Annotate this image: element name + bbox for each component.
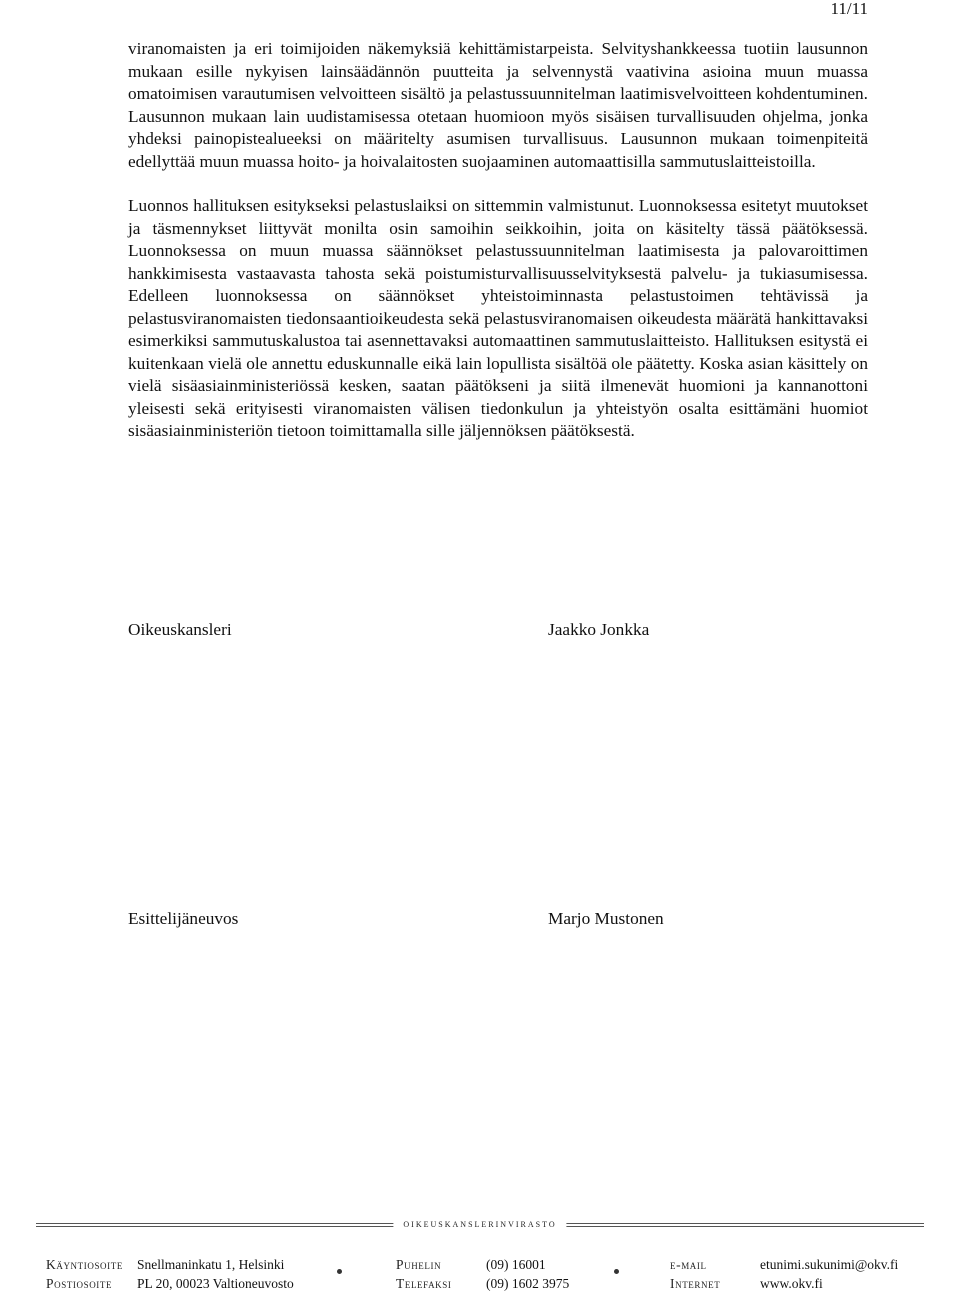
agency-name: oikeuskanslerinvirasto — [393, 1214, 566, 1234]
phone-number: (09) 16001 — [486, 1257, 546, 1272]
signer-role: Oikeuskansleri — [128, 620, 232, 639]
signer-name: Marjo Mustonen — [548, 909, 664, 928]
email-label: e-mail — [670, 1257, 707, 1272]
fax-label: Telefaksi — [396, 1276, 452, 1291]
phone-values — [486, 1255, 569, 1293]
website-link[interactable]: www.okv.fi — [760, 1276, 823, 1291]
visit-address: Snellmaninkatu 1, Helsinki — [137, 1257, 285, 1272]
paragraph: Luonnos hallituksen esitykseksi pelastuslaiksi on sittemmin valmistunut. Luonnoksessa esitetyt muutokset ja täsmennykset liittyvät monilta osin samoihin seikkoihin, joita on käsitelty tässä päätöksessä. Luonnoksessa on muun muassa säännökset pelastussuunnitelman laatimisesta ja palovaroittimen hankkimisesta vastaavasta tahosta sekä poistumisturvallisuusselvityksestä palvelu- ja tukiasumisessa. Edelleen luonnoksessa on säännökset yhteistoiminnasta pelastustoimen tehtävissä ja pelastusviranomaisten tiedonsaantioikeudesta sekä pelastusviranomaisen oikeudesta määrätä hankittavaksi esimerkiksi sammutuskalustoa tai asennettavaksi automaattinen sammutuslaitteisto. Hallituksen esitystä ei kuitenkaan vielä ole annettu eduskunnalle eikä lain lopullista sisältöä ole päätetty. Koska asian käsittely on vielä sisäasiainministeriössä kesken, saatan päätökseni ja siitä ilmenevät huomioni ja kannanottoni yleisesti sekä erityisesti viranomaisten välisen tiedonkulun ja yhteistyön osalta esittämäni huomiot sisäasiainministeriön tietoon toimittamalla sille jäljennöksen päätöksestä. — [128, 196, 868, 440]
visit-address-label: Käyntiosoite — [46, 1257, 123, 1272]
postal-address-label: Postiosoite — [46, 1276, 113, 1291]
contact-labels — [670, 1255, 720, 1293]
internet-label: Internet — [670, 1276, 721, 1291]
address-values — [137, 1255, 294, 1293]
bullet-icon — [337, 1269, 342, 1274]
bullet-icon — [614, 1269, 619, 1274]
signer-role: Esittelijäneuvos — [128, 909, 239, 928]
phone-label: Puhelin — [396, 1257, 442, 1272]
contact-values — [760, 1255, 898, 1293]
email-link[interactable]: etunimi.sukunimi@okv.fi — [760, 1257, 899, 1272]
footer-divider — [36, 1214, 924, 1234]
address-labels — [46, 1255, 123, 1293]
postal-address: PL 20, 00023 Valtioneuvosto — [137, 1276, 294, 1291]
signer-name: Jaakko Jonkka — [548, 620, 650, 639]
body-text — [128, 38, 868, 443]
phone-labels — [396, 1255, 451, 1293]
page-number: 11/11 — [830, 0, 868, 18]
paragraph: viranomaisten ja eri toimijoiden näkemyksiä kehittämistarpeista. Selvityshankkeessa tuotiin lausunnon mukaan esille nykyisen lainsäädännön puutteita ja selvennystä vaativina asioina muun muassa omatoimisen varautumisen velvoitteen sisältö ja pelastussuunnitelman laatimisvelvoitteen kohdentuminen. Lausunnon mukaan lain uudistamisessa otetaan huomioon myös sisäisen turvallisuuden ohjelma, jonka yhdeksi painopistealueeksi on määritelty asumisen turvallisuus. Lausunnon mukaan toimenpiteitä edellyttää muun muassa hoito- ja hoivalaitosten suojaaminen automaattisilla sammutuslaitteistoilla. — [128, 39, 868, 171]
fax-number: (09) 1602 3975 — [486, 1276, 570, 1291]
